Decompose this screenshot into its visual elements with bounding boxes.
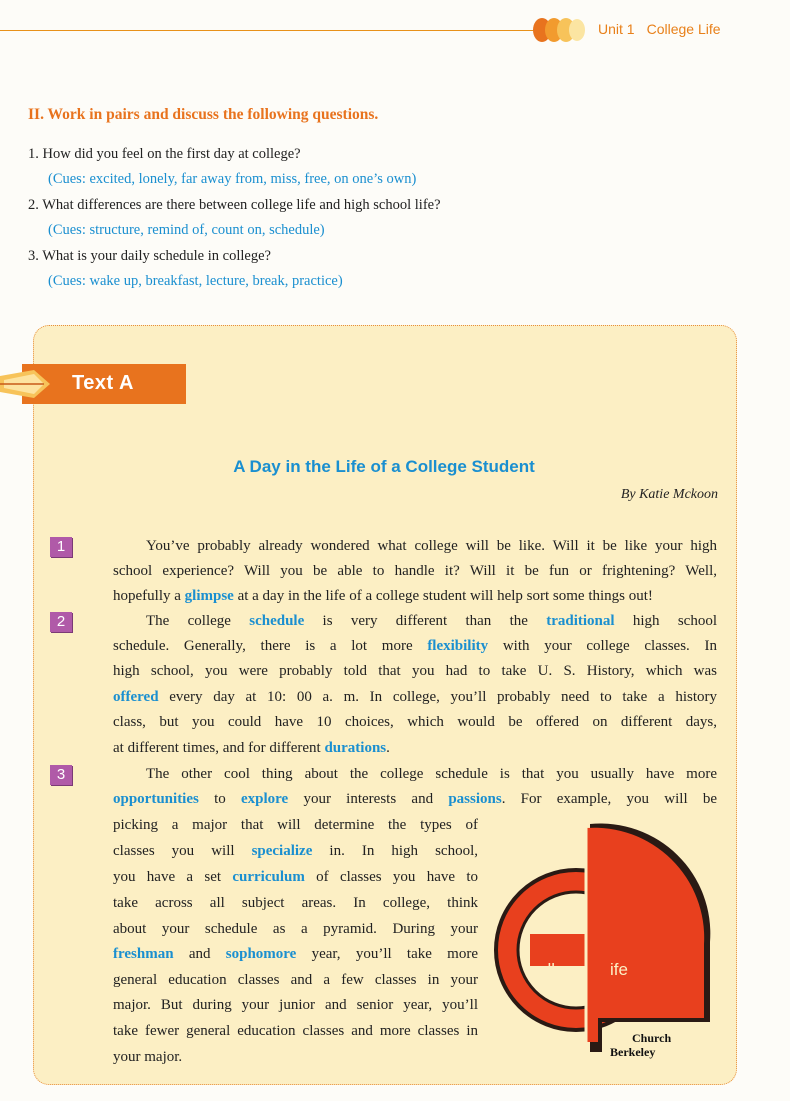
vocabulary-word: offered — [113, 689, 159, 705]
logo-word-college: ollege — [538, 960, 584, 979]
text-run: You’ve probably already wondered what college will be like. Will it be like your high — [146, 538, 717, 554]
question-1: 1. How did you feel on the first day at college? — [28, 146, 301, 162]
svg-text:c: c — [528, 960, 537, 979]
vocabulary-word: flexibility — [427, 638, 489, 654]
text-run: hopefully a — [113, 588, 185, 604]
text-run: your major. — [113, 1049, 183, 1065]
cue-1: (Cues: excited, lonely, far away from, miss, free, on one’s own) — [48, 171, 417, 187]
article-title: A Day in the Life of a College Student — [233, 457, 535, 476]
article-line — [113, 737, 717, 759]
article-line — [113, 788, 717, 810]
text-a-label: Text A — [72, 372, 134, 394]
logo-caption-2: Berkeley — [610, 1045, 656, 1059]
logo-word-life: ife — [610, 960, 628, 979]
article-line — [113, 711, 717, 733]
text-run: . For example, you will be — [501, 791, 718, 807]
text-run: at different times, and for different — [113, 740, 325, 756]
text-run: take across all subject areas. In college, think — [113, 895, 478, 911]
article-byline: By Katie Mckoon — [620, 487, 718, 502]
article-line — [146, 610, 717, 632]
cue-2: (Cues: structure, remind of, count on, schedule) — [48, 222, 325, 238]
article-line — [146, 763, 717, 785]
article-line — [113, 1046, 478, 1068]
text-run: about your schedule as a pyramid. During your — [113, 921, 478, 937]
text-run: and — [173, 946, 226, 962]
text-run: every day at 10: 00 a. m. In college, you’ll probably need to take a history — [158, 689, 717, 705]
cue-3: (Cues: wake up, breakfast, lecture, break, practice) — [48, 273, 343, 289]
article-line — [113, 918, 478, 940]
article-line — [113, 866, 478, 888]
vocabulary-word: curriculum — [232, 869, 305, 885]
text-run: The college — [146, 613, 250, 629]
text-run: your interests and — [288, 791, 449, 807]
article-line — [113, 635, 717, 657]
article-line — [113, 686, 717, 708]
vocabulary-word: explore — [241, 791, 289, 807]
vocabulary-word: durations — [324, 740, 387, 756]
text-run: . — [386, 740, 390, 756]
vocabulary-word: passions — [448, 791, 502, 807]
paragraph-number-3: 3 — [50, 765, 72, 785]
question-2: 2. What differences are there between college life and high school life? — [28, 197, 441, 213]
paragraph-number-1: 1 — [50, 537, 72, 557]
header-rule — [0, 30, 540, 31]
article-line — [113, 840, 478, 862]
text-run: classes you will — [113, 843, 252, 859]
question-3: 3. What is your daily schedule in college? — [28, 248, 271, 264]
text-run: in. In high school, — [312, 843, 478, 859]
text-run: of classes you have to — [304, 869, 479, 885]
article-line — [113, 994, 478, 1016]
text-run: high school — [614, 613, 717, 629]
text-run: The other cool thing about the college schedule is that you usually have more — [146, 766, 717, 782]
unit-label: Unit 1 — [598, 21, 635, 37]
vocabulary-word: specialize — [251, 843, 313, 859]
article-line — [113, 892, 478, 914]
text-run: picking a major that will determine the types of — [113, 817, 478, 833]
article-line — [113, 814, 478, 836]
text-run: year, you’ll take more — [296, 946, 478, 962]
article-line — [113, 585, 717, 607]
text-run: take fewer general education classes and more classes in — [113, 1023, 478, 1039]
header-ornament-icon — [530, 16, 588, 44]
text-run: school experience? Will you be able to handle it? Will it be fun or frightening? Well, — [113, 563, 717, 579]
vocabulary-word: opportunities — [113, 791, 199, 807]
text-run: class, but you could have 10 choices, which would be offered on different days, — [113, 714, 717, 730]
text-run: major. But during your junior and senior year, you’ll — [113, 997, 478, 1013]
text-run: general education classes and a few classes in your — [113, 972, 478, 988]
vocabulary-word: freshman — [113, 946, 174, 962]
text-run: to — [198, 791, 241, 807]
section-title: II. Work in pairs and discuss the following questions. — [28, 106, 379, 123]
paragraph-number-2: 2 — [50, 612, 72, 632]
article-line — [113, 969, 478, 991]
college-life-logo — [490, 822, 720, 1072]
article-line — [113, 660, 717, 682]
text-run: schedule. Generally, there is a lot more — [113, 638, 428, 654]
vocabulary-word: traditional — [546, 613, 615, 629]
text-run: at a day in the life of a college student will help sort some things out! — [233, 588, 653, 604]
article-line — [113, 943, 478, 965]
text-run: you have a set — [113, 869, 233, 885]
article-line — [146, 535, 717, 557]
running-header — [598, 21, 733, 37]
text-run: high school, you were probably told that you had to take U. S. History, which was — [113, 663, 717, 679]
vocabulary-word: schedule — [249, 613, 305, 629]
vocabulary-word: sophomore — [225, 946, 297, 962]
logo-caption-1: Church — [632, 1031, 672, 1045]
vocabulary-word: glimpse — [184, 588, 234, 604]
text-run: with your college classes. In — [488, 638, 717, 654]
unit-title: College Life — [646, 21, 721, 37]
article-line — [113, 1020, 478, 1042]
text-run: is very different than the — [304, 613, 547, 629]
article-line — [113, 560, 717, 582]
